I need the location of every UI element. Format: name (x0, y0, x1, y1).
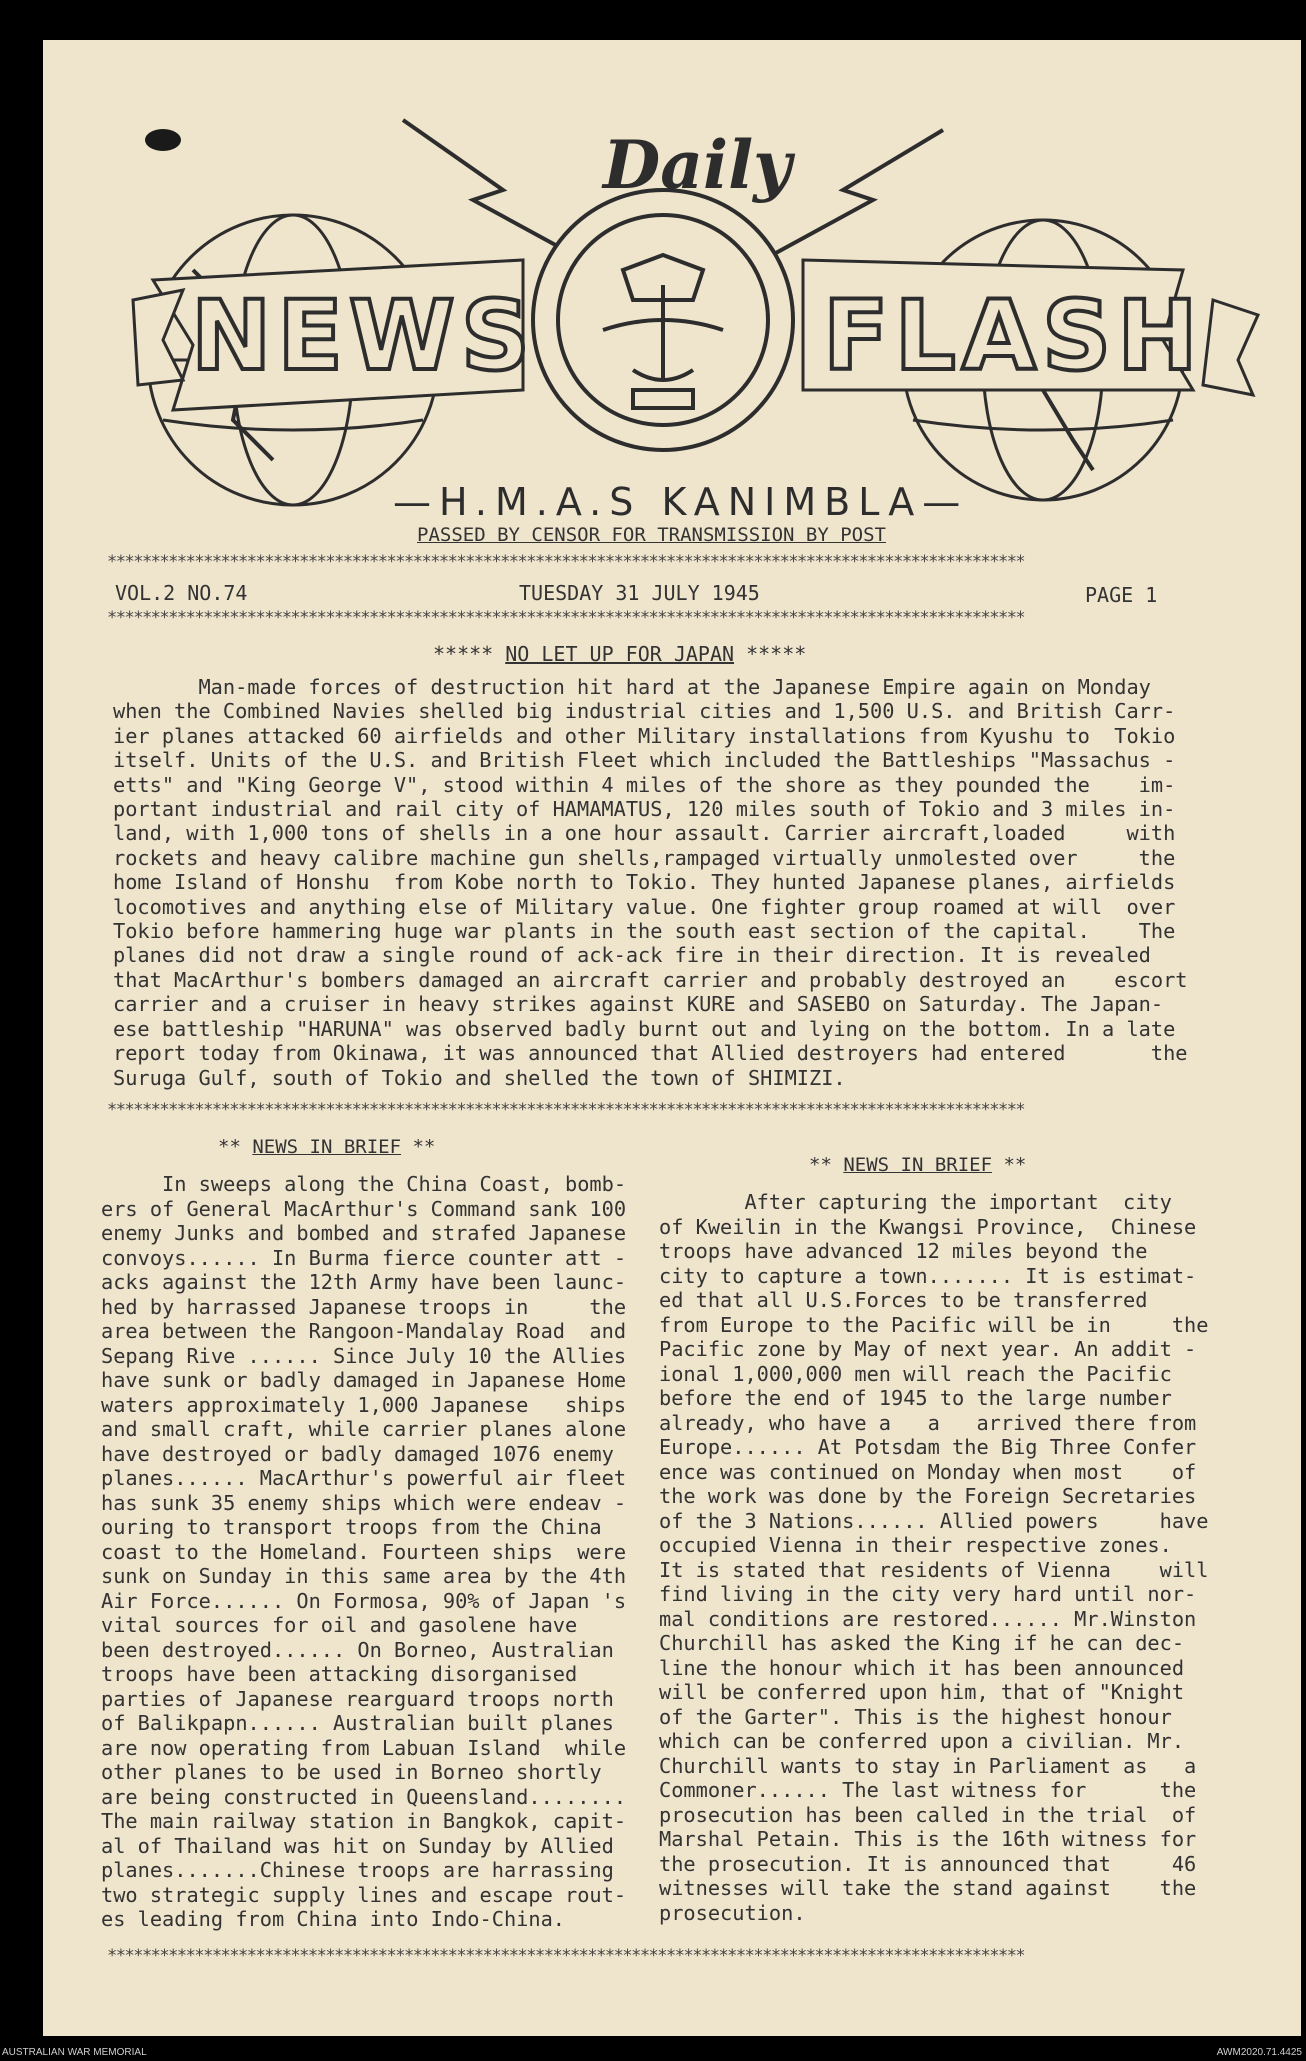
heading-stars: ** (218, 1136, 253, 1158)
text-line: Suruga Gulf, south of Tokio and shelled the town of SHIMIZI. (113, 1065, 846, 1090)
text-line: Pacific zone by May of next year. An addit - (659, 1337, 1197, 1361)
text-line: home Island of Honshu from Kobe north to Tokio. They hunted Japanese planes, airfields (113, 870, 1176, 895)
text-line: mal conditions are restored...... Mr.Winston (659, 1606, 1197, 1631)
text-line: Tokio before hammering huge war plants in the south east section of the capital. The (113, 919, 1176, 944)
volume-number: VOL.2 NO.74 (115, 581, 248, 605)
text-line: Air Force...... On Formosa, 90% of Japan 's (101, 1588, 627, 1613)
text-line: enemy Junks and bombed and strafed Japanese (101, 1221, 627, 1245)
lead-headline (433, 642, 806, 666)
text-line: acks against the 12th Army have been launc- (101, 1270, 627, 1294)
text-line: Commoner...... The last witness for the (659, 1778, 1197, 1802)
text-line: line the honour which it has been announced (659, 1655, 1185, 1680)
archive-reference: AWM2020.71.4425 (1216, 2047, 1302, 2058)
text-line: two strategic supply lines and escape rout- (101, 1882, 627, 1907)
news-in-brief-heading-left (218, 1136, 435, 1158)
text-line: troops have advanced 12 miles beyond the (659, 1239, 1148, 1263)
text-line: prosecution. (659, 1900, 806, 1925)
text-line: planes.......Chinese troops are harrassing (101, 1858, 614, 1882)
text-line: ence was continued on Monday when most of (659, 1459, 1197, 1484)
heading-stars: ** (809, 1154, 844, 1176)
text-line: ier planes attacked 60 airfields and other Military installations from Kyushu to Tokio (113, 723, 1176, 748)
news-in-brief-left (101, 1172, 681, 1932)
text-line: will be conferred upon him, that of "Knight (659, 1680, 1185, 1704)
ink-blot (145, 129, 181, 151)
text-line: ouring to transport troops from the China (101, 1515, 602, 1539)
newsletter-page (43, 40, 1301, 2036)
text-line: report today from Okinawa, it was announced that Allied destroyers had entered the (113, 1041, 1188, 1066)
text-line: witnesses will take the stand against the (659, 1876, 1197, 1900)
text-line: have sunk or badly damaged in Japanese Home (101, 1368, 627, 1392)
text-line: prosecution has been called in the trial of (659, 1802, 1197, 1827)
text-line: Churchill has asked the King if he can dec- (659, 1631, 1185, 1655)
heading-text: NEWS IN BRIEF (843, 1154, 993, 1176)
text-line: when the Combined Navies shelled big industrial cities and 1,500 U.S. and British Carr- (113, 699, 1176, 724)
text-line: the prosecution. It is announced that 46 (659, 1851, 1197, 1876)
text-line: which can be conferred upon a civilian. Mr. (659, 1729, 1185, 1753)
text-line: land, with 1,000 tons of shells in a one hour assault. Carrier aircraft,loaded with (113, 821, 1176, 846)
star-divider: ********************************************************************************************************* (107, 552, 1025, 572)
text-line: ers of General MacArthur's Command sank 100 (101, 1196, 627, 1221)
text-line: from Europe to the Pacific will be in the (659, 1312, 1209, 1337)
naval-crest-icon (533, 190, 793, 450)
text-line: coast to the Homeland. Fourteen ships were (101, 1539, 627, 1564)
text-line: portant industrial and rail city of HAMAMATUS, 120 miles south of Tokio and 3 miles in- (113, 797, 1176, 822)
daily-script-title: Daily (603, 126, 792, 204)
title-flash: FLASH (823, 280, 1204, 392)
text-line: troops have been attacking disorganised (101, 1662, 578, 1686)
text-line: convoys...... In Burma fierce counter att - (101, 1245, 627, 1270)
text-line: ional 1,000,000 men will reach the Pacific (659, 1361, 1172, 1386)
ship-name: —H.M.A.S KANIMBLA— (393, 480, 969, 524)
heading-stars: ** (401, 1136, 436, 1158)
text-line: carrier and a cruiser in heavy strikes against KURE and SASEBO on Saturday. The Japan- (113, 992, 1164, 1017)
text-line: The main railway station in Bangkok, capit- (101, 1809, 627, 1833)
text-line: Man-made forces of destruction hit hard at the Japanese Empire again on Monday (113, 675, 1151, 699)
text-line: sunk on Sunday in this same area by the 4th (101, 1564, 627, 1588)
text-line: Europe...... At Potsdam the Big Three Confer (659, 1435, 1197, 1459)
text-line: It is stated that residents of Vienna will (659, 1557, 1209, 1582)
heading-stars: ** (992, 1154, 1027, 1176)
text-line: that MacArthur's bombers damaged an aircraft carrier and probably destroyed an escort (113, 967, 1188, 992)
masthead-artwork (43, 40, 1301, 510)
heading-text: NEWS IN BRIEF (252, 1136, 402, 1158)
text-line: city to capture a town....... It is estimat- (659, 1263, 1197, 1288)
text-line: waters approximately 1,000 Japanese ships (101, 1392, 627, 1417)
star-divider: ********************************************************************************************************* (107, 1100, 1025, 1120)
text-line: planes...... MacArthur's powerful air fleet (101, 1466, 627, 1490)
news-in-brief-heading-right (809, 1154, 1026, 1176)
text-line: already, who have a a arrived there from (659, 1410, 1197, 1435)
text-line: Sepang Rive ...... Since July 10 the Allies (101, 1343, 627, 1368)
text-line: of the 3 Nations...... Allied powers have (659, 1508, 1209, 1533)
text-line: rockets and heavy calibre machine gun shells,rampaged virtually unmolested over the (113, 845, 1176, 870)
text-line: In sweeps along the China Coast, bomb- (101, 1172, 627, 1196)
lead-article (113, 675, 1251, 1090)
text-line: ese battleship "HARUNA" was observed badly burnt out and lying on the bottom. In a late (113, 1016, 1176, 1041)
censor-notice: PASSED BY CENSOR FOR TRANSMISSION BY POST (417, 524, 886, 546)
news-in-brief-right (659, 1190, 1259, 1925)
issue-date: TUESDAY 31 JULY 1945 (519, 581, 760, 605)
text-line: itself. Units of the U.S. and British Fleet which included the Battleships "Massachus - (113, 748, 1176, 773)
headline-stars: ***** (734, 642, 807, 666)
text-line: of Kweilin in the Kwangsi Province, Chinese (659, 1214, 1197, 1239)
headline-text: NO LET UP FOR JAPAN (505, 642, 735, 666)
text-line: After capturing the important city (659, 1190, 1172, 1214)
archive-credit: AUSTRALIAN WAR MEMORIAL (2, 2047, 147, 2058)
text-line: vital sources for oil and gasolene have (101, 1613, 578, 1637)
text-line: been destroyed...... On Borneo, Australian (101, 1637, 614, 1662)
text-line: parties of Japanese rearguard troops north (101, 1686, 614, 1711)
text-line: has sunk 35 enemy ships which were endeav - (101, 1490, 627, 1515)
title-news: NEWS (191, 280, 536, 392)
headline-stars: ***** (433, 642, 506, 666)
text-line: locomotives and anything else of Military value. One fighter group roamed at will over (113, 894, 1176, 919)
star-divider: ********************************************************************************************************* (107, 1946, 1025, 1966)
text-line: al of Thailand was hit on Sunday by Allied (101, 1833, 614, 1858)
text-line: the work was done by the Foreign Secretaries (659, 1484, 1197, 1508)
text-line: are now operating from Labuan Island while (101, 1735, 627, 1760)
text-line: etts" and "King George V", stood within 4 miles of the shore as they pounded the im- (113, 772, 1176, 797)
text-line: ed that all U.S.Forces to be transferred (659, 1288, 1148, 1312)
text-line: find living in the city very hard until nor- (659, 1582, 1197, 1606)
text-line: hed by harrassed Japanese troops in the (101, 1294, 627, 1319)
text-line: es leading from China into Indo-China. (101, 1907, 565, 1931)
text-line: are being constructed in Queensland........ (101, 1784, 627, 1809)
text-line: of Balikpapn...... Australian built planes (101, 1711, 614, 1735)
text-line: have destroyed or badly damaged 1076 enemy (101, 1441, 614, 1466)
star-divider: ********************************************************************************************************* (107, 608, 1025, 628)
text-line: before the end of 1945 to the large number (659, 1386, 1172, 1410)
text-line: and small craft, while carrier planes alone (101, 1417, 627, 1441)
text-line: area between the Rangoon-Mandalay Road and (101, 1319, 627, 1343)
text-line: Marshal Petain. This is the 16th witness for (659, 1827, 1197, 1851)
text-line: other planes to be used in Borneo shortly (101, 1760, 602, 1784)
text-line: occupied Vienna in their respective zones. (659, 1533, 1172, 1557)
text-line: Churchill wants to stay in Parliament as a (659, 1753, 1197, 1778)
text-line: planes did not draw a single round of ack-ack fire in their direction. It is revealed (113, 943, 1151, 968)
page-number: PAGE 1 (1085, 583, 1158, 607)
text-line: of the Garter". This is the highest honour (659, 1704, 1172, 1729)
masthead (43, 40, 1301, 524)
